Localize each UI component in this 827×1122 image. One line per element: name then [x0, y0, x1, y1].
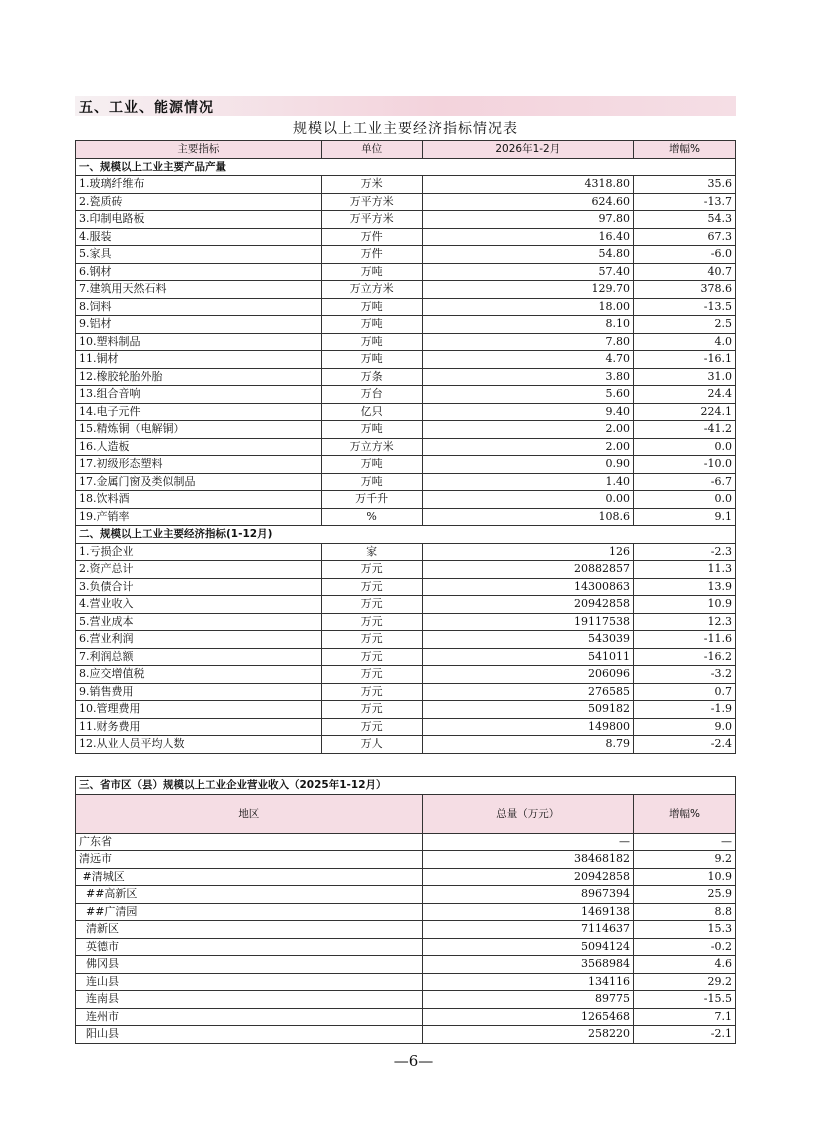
table-header-row	[76, 141, 736, 159]
unit-cell: 万米	[321, 176, 422, 194]
region-cell: 连南县	[76, 991, 423, 1009]
indicator-cell: 17.金属门窗及类似制品	[76, 473, 322, 491]
indicator-cell: 10.管理费用	[76, 701, 322, 719]
region-revenue-table	[75, 776, 736, 1044]
header-period: 2026年1-2月	[422, 141, 633, 159]
indicator-cell: 4.营业收入	[76, 596, 322, 614]
unit-cell: 万元	[321, 561, 422, 579]
table-row	[76, 491, 736, 509]
growth-cell: 9.2	[633, 851, 735, 869]
table-row	[76, 403, 736, 421]
indicator-cell: 12.橡胶轮胎外胎	[76, 368, 322, 386]
value-cell: 108.6	[422, 508, 633, 526]
growth-cell: 2.5	[633, 316, 735, 334]
value-cell: 16.40	[422, 228, 633, 246]
table-row	[76, 473, 736, 491]
growth-cell: 13.9	[633, 578, 735, 596]
value-cell: 126	[422, 543, 633, 561]
indicator-cell: 1.玻璃纤维布	[76, 176, 322, 194]
growth-cell: —	[633, 833, 735, 851]
header-region: 地区	[76, 794, 423, 833]
section-heading: 五、工业、能源情况	[79, 100, 214, 116]
total-cell: —	[422, 833, 633, 851]
growth-cell: 40.7	[633, 263, 735, 281]
growth-cell: -2.4	[633, 736, 735, 754]
value-cell: 20942858	[422, 596, 633, 614]
table-row	[76, 701, 736, 719]
total-cell: 38468182	[422, 851, 633, 869]
growth-cell: 9.0	[633, 718, 735, 736]
table-row	[76, 561, 736, 579]
header-growth: 增幅%	[633, 141, 735, 159]
region-cell: 清远市	[76, 851, 423, 869]
table-row	[76, 631, 736, 649]
indicator-cell: 11.财务费用	[76, 718, 322, 736]
value-cell: 2.00	[422, 421, 633, 439]
page-number: —6—	[393, 1052, 434, 1070]
table-row	[76, 956, 736, 974]
total-cell: 7114637	[422, 921, 633, 939]
unit-cell: 万元	[321, 666, 422, 684]
unit-cell: 亿只	[321, 403, 422, 421]
table-row	[76, 368, 736, 386]
table-row	[76, 351, 736, 369]
table-row	[76, 456, 736, 474]
value-cell: 0.00	[422, 491, 633, 509]
unit-cell: 万元	[321, 648, 422, 666]
unit-cell: 万元	[321, 631, 422, 649]
unit-cell: 万吨	[321, 333, 422, 351]
value-cell: 14300863	[422, 578, 633, 596]
unit-cell: 万平方米	[321, 211, 422, 229]
indicator-cell: 7.利润总额	[76, 648, 322, 666]
value-cell: 2.00	[422, 438, 633, 456]
total-cell: 1469138	[422, 903, 633, 921]
unit-cell: 万元	[321, 578, 422, 596]
growth-cell: 67.3	[633, 228, 735, 246]
value-cell: 19117538	[422, 613, 633, 631]
unit-cell: 万吨	[321, 263, 422, 281]
region-cell: #清城区	[76, 868, 423, 886]
growth-cell: -13.7	[633, 193, 735, 211]
growth-cell: 29.2	[633, 973, 735, 991]
table-title: 规模以上工业主要经济指标情况表	[293, 121, 518, 137]
total-cell: 89775	[422, 991, 633, 1009]
indicator-cell: 5.营业成本	[76, 613, 322, 631]
region-cell: ##高新区	[76, 886, 423, 904]
growth-cell: 0.0	[633, 491, 735, 509]
growth-cell: -16.1	[633, 351, 735, 369]
section3-title: 三、省市区（县）规模以上工业企业营业收入（2025年1-12月）	[76, 777, 736, 795]
indicator-cell: 9.销售费用	[76, 683, 322, 701]
table-row	[76, 648, 736, 666]
unit-cell: 万千升	[321, 491, 422, 509]
value-cell: 129.70	[422, 281, 633, 299]
growth-cell: 7.1	[633, 1008, 735, 1026]
value-cell: 5.60	[422, 386, 633, 404]
section-row	[76, 526, 736, 544]
region-cell: 连山县	[76, 973, 423, 991]
total-cell: 5094124	[422, 938, 633, 956]
indicator-cell: 7.建筑用天然石料	[76, 281, 322, 299]
region-cell: ##广清园	[76, 903, 423, 921]
table-row	[76, 1008, 736, 1026]
table-row	[76, 578, 736, 596]
growth-cell: -6.0	[633, 246, 735, 264]
total-cell: 3568984	[422, 956, 633, 974]
table-row	[76, 176, 736, 194]
unit-cell: 万吨	[321, 473, 422, 491]
table-row	[76, 263, 736, 281]
table-row	[76, 903, 736, 921]
growth-cell: 35.6	[633, 176, 735, 194]
growth-cell: -11.6	[633, 631, 735, 649]
section2-title: 二、规模以上工业主要经济指标(1-12月)	[76, 526, 736, 544]
total-cell: 1265468	[422, 1008, 633, 1026]
region-cell: 佛冈县	[76, 956, 423, 974]
section-row	[76, 777, 736, 795]
table-row	[76, 736, 736, 754]
table-header-row	[76, 794, 736, 833]
value-cell: 0.90	[422, 456, 633, 474]
total-cell: 20942858	[422, 868, 633, 886]
header-indicator: 主要指标	[76, 141, 322, 159]
unit-cell: 万元	[321, 683, 422, 701]
unit-cell: %	[321, 508, 422, 526]
header-unit: 单位	[321, 141, 422, 159]
value-cell: 509182	[422, 701, 633, 719]
indicator-cell: 2.资产总计	[76, 561, 322, 579]
table-row	[76, 228, 736, 246]
value-cell: 97.80	[422, 211, 633, 229]
value-cell: 20882857	[422, 561, 633, 579]
growth-cell: 54.3	[633, 211, 735, 229]
growth-cell: 4.6	[633, 956, 735, 974]
unit-cell: 万条	[321, 368, 422, 386]
growth-cell: 0.7	[633, 683, 735, 701]
unit-cell: 万台	[321, 386, 422, 404]
growth-cell: 11.3	[633, 561, 735, 579]
indicator-cell: 19.产销率	[76, 508, 322, 526]
value-cell: 543039	[422, 631, 633, 649]
table-row	[76, 921, 736, 939]
indicator-cell: 5.家具	[76, 246, 322, 264]
header-total: 总量（万元）	[422, 794, 633, 833]
unit-cell: 万元	[321, 718, 422, 736]
indicator-cell: 1.亏损企业	[76, 543, 322, 561]
growth-cell: 9.1	[633, 508, 735, 526]
header-growth: 增幅%	[633, 794, 735, 833]
region-cell: 阳山县	[76, 1026, 423, 1044]
unit-cell: 万元	[321, 596, 422, 614]
table-row	[76, 973, 736, 991]
value-cell: 4318.80	[422, 176, 633, 194]
value-cell: 276585	[422, 683, 633, 701]
unit-cell: 万吨	[321, 421, 422, 439]
indicator-cell: 11.铜材	[76, 351, 322, 369]
section-row	[76, 158, 736, 176]
growth-cell: -0.2	[633, 938, 735, 956]
indicator-cell: 8.饲料	[76, 298, 322, 316]
value-cell: 18.00	[422, 298, 633, 316]
table-row	[76, 683, 736, 701]
growth-cell: -13.5	[633, 298, 735, 316]
unit-cell: 万件	[321, 246, 422, 264]
growth-cell: -3.2	[633, 666, 735, 684]
table-row	[76, 298, 736, 316]
total-cell: 134116	[422, 973, 633, 991]
table-row	[76, 508, 736, 526]
table-row	[76, 851, 736, 869]
table-row	[76, 438, 736, 456]
growth-cell: -15.5	[633, 991, 735, 1009]
indicator-cell: 10.塑料制品	[76, 333, 322, 351]
unit-cell: 万立方米	[321, 281, 422, 299]
growth-cell: 8.8	[633, 903, 735, 921]
indicator-cell: 3.负债合计	[76, 578, 322, 596]
indicator-cell: 16.人造板	[76, 438, 322, 456]
unit-cell: 家	[321, 543, 422, 561]
indicator-cell: 8.应交增值税	[76, 666, 322, 684]
region-cell: 英德市	[76, 938, 423, 956]
value-cell: 7.80	[422, 333, 633, 351]
table-row	[76, 868, 736, 886]
growth-cell: 25.9	[633, 886, 735, 904]
growth-cell: 31.0	[633, 368, 735, 386]
growth-cell: 4.0	[633, 333, 735, 351]
table-row	[76, 193, 736, 211]
table-row	[76, 421, 736, 439]
table-row	[76, 718, 736, 736]
growth-cell: -6.7	[633, 473, 735, 491]
value-cell: 149800	[422, 718, 633, 736]
growth-cell: -2.3	[633, 543, 735, 561]
indicator-cell: 13.组合音响	[76, 386, 322, 404]
value-cell: 624.60	[422, 193, 633, 211]
table-row	[76, 211, 736, 229]
growth-cell: -1.9	[633, 701, 735, 719]
table-row	[76, 1026, 736, 1044]
unit-cell: 万吨	[321, 316, 422, 334]
unit-cell: 万平方米	[321, 193, 422, 211]
growth-cell: 12.3	[633, 613, 735, 631]
indicator-cell: 15.精炼铜（电解铜）	[76, 421, 322, 439]
value-cell: 57.40	[422, 263, 633, 281]
growth-cell: -2.1	[633, 1026, 735, 1044]
value-cell: 54.80	[422, 246, 633, 264]
indicator-cell: 17.初级形态塑料	[76, 456, 322, 474]
value-cell: 8.10	[422, 316, 633, 334]
table-row	[76, 613, 736, 631]
indicator-cell: 14.电子元件	[76, 403, 322, 421]
region-cell: 广东省	[76, 833, 423, 851]
indicator-cell: 6.钢材	[76, 263, 322, 281]
table-row	[76, 938, 736, 956]
total-cell: 8967394	[422, 886, 633, 904]
table-row	[76, 316, 736, 334]
growth-cell: 0.0	[633, 438, 735, 456]
table-row	[76, 833, 736, 851]
value-cell: 1.40	[422, 473, 633, 491]
indicator-cell: 6.营业利润	[76, 631, 322, 649]
indicator-table	[75, 140, 736, 754]
value-cell: 8.79	[422, 736, 633, 754]
value-cell: 9.40	[422, 403, 633, 421]
growth-cell: -10.0	[633, 456, 735, 474]
indicator-cell: 4.服装	[76, 228, 322, 246]
growth-cell: 15.3	[633, 921, 735, 939]
unit-cell: 万件	[321, 228, 422, 246]
region-cell: 连州市	[76, 1008, 423, 1026]
value-cell: 3.80	[422, 368, 633, 386]
growth-cell: -16.2	[633, 648, 735, 666]
value-cell: 4.70	[422, 351, 633, 369]
section1-title: 一、规模以上工业主要产品产量	[76, 158, 736, 176]
table-row	[76, 333, 736, 351]
unit-cell: 万元	[321, 613, 422, 631]
table-row	[76, 886, 736, 904]
unit-cell: 万吨	[321, 456, 422, 474]
table-row	[76, 281, 736, 299]
value-cell: 206096	[422, 666, 633, 684]
indicator-cell: 2.瓷质砖	[76, 193, 322, 211]
growth-cell: 10.9	[633, 596, 735, 614]
table-row	[76, 543, 736, 561]
unit-cell: 万立方米	[321, 438, 422, 456]
unit-cell: 万吨	[321, 298, 422, 316]
indicator-cell: 3.印制电路板	[76, 211, 322, 229]
table-row	[76, 991, 736, 1009]
region-cell: 清新区	[76, 921, 423, 939]
growth-cell: 24.4	[633, 386, 735, 404]
unit-cell: 万人	[321, 736, 422, 754]
table-row	[76, 666, 736, 684]
unit-cell: 万元	[321, 701, 422, 719]
table-row	[76, 596, 736, 614]
value-cell: 541011	[422, 648, 633, 666]
section-heading-band	[75, 96, 736, 116]
growth-cell: 224.1	[633, 403, 735, 421]
growth-cell: -41.2	[633, 421, 735, 439]
table-row	[76, 386, 736, 404]
total-cell: 258220	[422, 1026, 633, 1044]
indicator-cell: 12.从业人员平均人数	[76, 736, 322, 754]
indicator-cell: 9.铝材	[76, 316, 322, 334]
indicator-cell: 18.饮料酒	[76, 491, 322, 509]
growth-cell: 378.6	[633, 281, 735, 299]
growth-cell: 10.9	[633, 868, 735, 886]
unit-cell: 万吨	[321, 351, 422, 369]
table-row	[76, 246, 736, 264]
